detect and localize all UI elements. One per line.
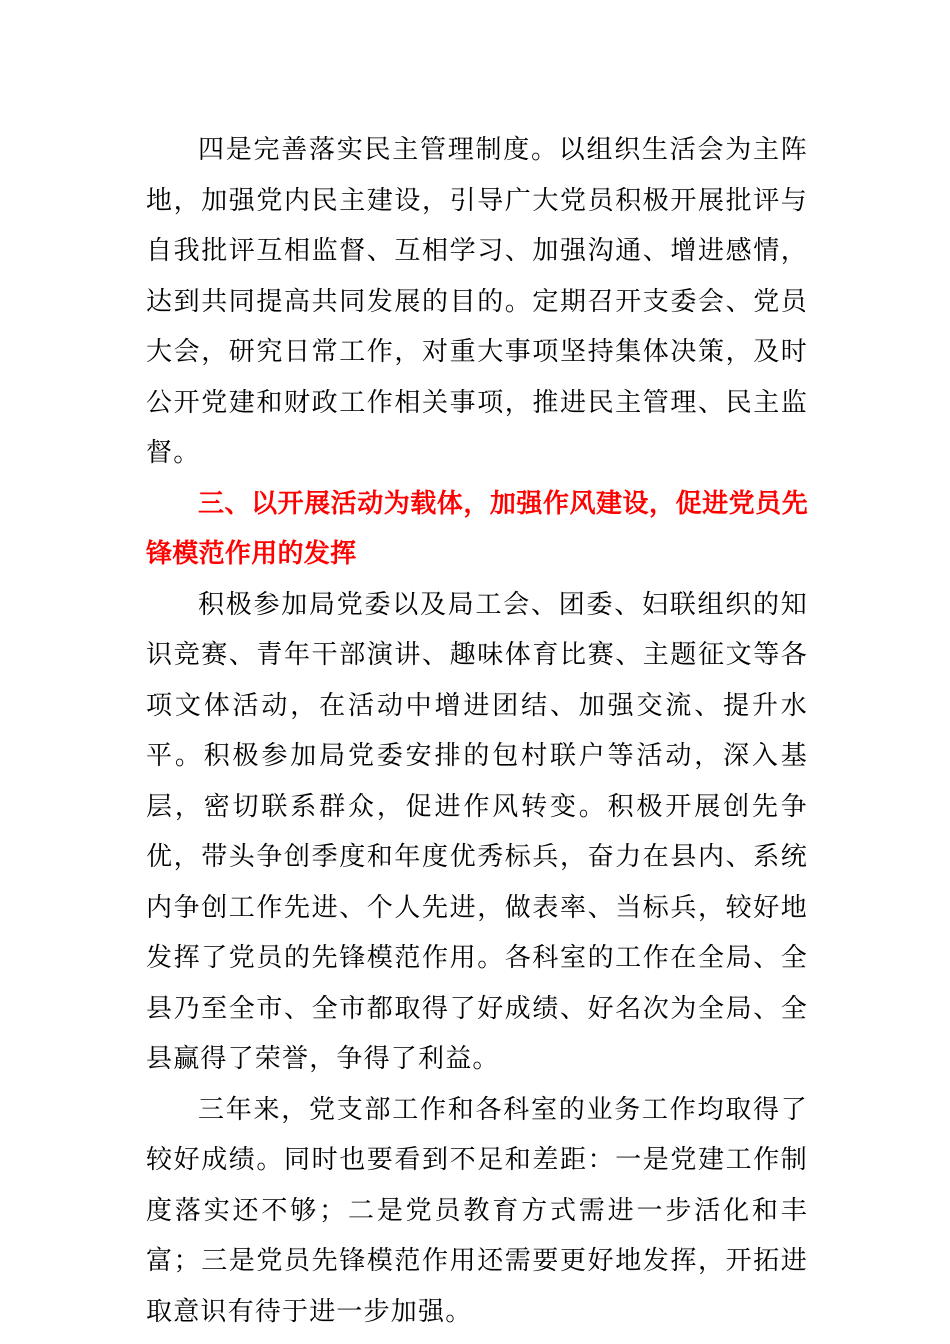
paragraph-activities: 积极参加局党委以及局工会、团委、妇联组织的知识竞赛、青年干部演讲、趣味体育比赛、主题征文等各项文体活动，在活动中增进团结、加强交流、提升水平。积极参加局党委安排的包村联户等活动，深入基层，密切联系群众，促进作风转变。积极开展创先争优，带头争创季度和年度优秀标兵，奋力在县内、系统内争创工作先进、个人先进，做表率、当标兵，较好地发挥了党员的先锋模范作用。各科室的工作在全局、全县乃至全市、全市都取得了好成绩、好名次为全局、全县赢得了荣誉，争得了利益。 xyxy=(146,589,808,1074)
document-page xyxy=(146,125,808,1337)
paragraph-summary: 三年来，党支部工作和各科室的业务工作均取得了较好成绩。同时也要看到不足和差距：一是党建工作制度落实还不够；二是党员教育方式需进一步活化和丰富；三是党员先锋模范作用还需要更好地发挥，开拓进取意识有待于进一步加强。 xyxy=(146,1094,808,1327)
paragraph-democratic-management: 四是完善落实民主管理制度。以组织生活会为主阵地，加强党内民主建设，引导广大党员积极开展批评与自我批评互相监督、互相学习、加强沟通、增进感情，达到共同提高共同发展的目的。定期召开支委会、党员大会，研究日常工作，对重大事项坚持集体决策，及时公开党建和财政工作相关事项，推进民主管理、民主监督。 xyxy=(146,135,808,468)
section-heading: 三、以开展活动为载体，加强作风建设，促进党员先锋模范作用的发挥 xyxy=(146,488,808,569)
